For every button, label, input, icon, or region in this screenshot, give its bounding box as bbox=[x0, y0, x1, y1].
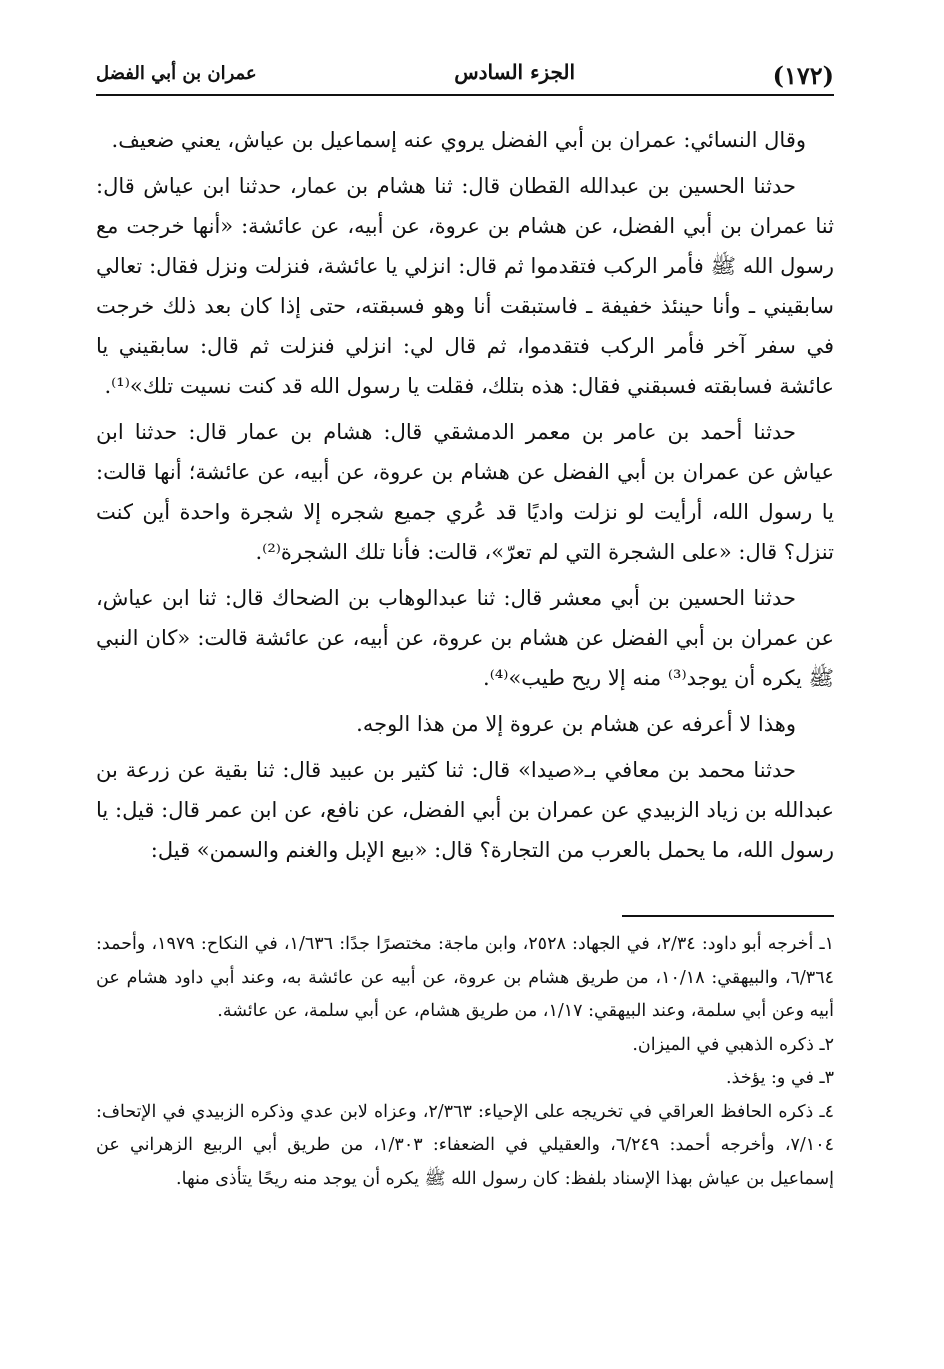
paragraph: حدثنا الحسين بن أبي معشر قال: ثنا عبدالوهاب بن الضحاك قال: ثنا ابن عياش، عن عمران بن أبي الفضل عن هشام بن عروة، عن أبيه، عن عائشة قالت: «كان النبي ﷺ يكره أن يوجد⁽³⁾ منه إلا ريح طيب»⁽⁴⁾. bbox=[96, 586, 834, 690]
paragraph: حدثنا أحمد بن عامر بن معمر الدمشقي قال: هشام بن عمار قال: حدثنا ابن عياش عن عمران بن أبي الفضل عن هشام بن عروة، عن أبيه، عن عائشة؛ أنها قالت: يا رسول الله، أرأيت لو نزلت واديًا قد عُري جميع شجره إلا شجرة واحدة أين كنت تنزل؟ قال: «على الشجرة التي لم تعرّ»، قالت: فأنا تلك الشجرة⁽²⁾. bbox=[96, 420, 834, 564]
paragraph: وقال النسائي: عمران بن أبي الفضل يروي عنه إسماعيل بن عياش، يعني ضعيف. bbox=[111, 128, 806, 152]
footnotes bbox=[96, 928, 834, 1196]
footnote-divider bbox=[622, 915, 834, 917]
paragraph: حدثنا محمد بن معافي بـ«صيدا» قال: ثنا كثير بن عبيد قال: ثنا بقية عن زرعة بن عبدالله بن زياد الزبيدي عن عمران بن أبي الفضل، عن نافع، عن ابن عمر قال: قيل: يا رسول الله، ما يحمل بالعرب من التجارة؟ قال: «بيع الإبل والغنم والسمن» قيل: bbox=[96, 758, 834, 862]
part-title: الجزء السادس bbox=[454, 60, 576, 84]
paragraph: وهذا لا أعرفه عن هشام بن عروة إلا من هذا الوجه. bbox=[356, 712, 796, 736]
page-header bbox=[96, 44, 834, 96]
main-text bbox=[96, 120, 834, 876]
footnote: ٤ـ ذكره الحافظ العراقي في تخريجه على الإحياء: ٢/٣٦٣، وعزاه لابن عدي وذكره الزبيدي في الإتحاف: ٧/١٠٤، وأخرجه أحمد: ٦/٢٤٩، والعقيلي في الضعفاء: ١/٣٠٣، من طريق أبي الربيع الزهراني عن إسماعيل بن عياش بهذا الإسناد بلفظ: كان رسول الله ﷺ يكره أن يوجد منه ريحًا يتأذى منها. bbox=[96, 1101, 835, 1189]
footnote: ١ـ أخرجه أبو داود: ٢/٣٤، في الجهاد: ٢٥٢٨، وابن ماجة: مختصرًا جدًا: ١/٦٣٦، في النكاح: ١٩٧٩، وأحمد: ٦/٣٦٤، والبيهقي: ١٠/١٨، من طريق هشام بن عروة، عن أبيه عن عائشة به، وعند أبي داود هشام عن أبيه وعن أبي سلمة، وعند البيهقي: ١/١٧، من طريق هشام، عن أبي سلمة، عن عائشة. bbox=[96, 934, 835, 1021]
footnote: ٢ـ ذكره الذهبي في الميزان. bbox=[632, 1034, 834, 1055]
footnote: ٣ـ في و: يؤخذ. bbox=[726, 1068, 834, 1088]
paragraph: حدثنا الحسين بن عبدالله القطان قال: ثنا هشام بن عمار، حدثنا ابن عياش قال: ثنا عمران بن أبي الفضل، عن هشام بن عروة، عن أبيه، عن عائشة: «أنها خرجت مع رسول الله ﷺ فأمر الركب فتقدموا ثم قال: انزلي يا عائشة، فنزلت ونزل فقال: تعالي سابقيني ـ وأنا حينئذ خفيفة ـ فاستبقت أنا وهو فسبقته، حتى إذا كان بعد ذلك خرجت في سفر آخر فأمر الركب فتقدموا، ثم قال لي: انزلي فنزلت ثم قال: سابقيني يا عائشة فسابقته فسبقني فقال: هذه بتلك، فقلت يا رسول الله قد كنت نسيت تلك»⁽¹⁾. bbox=[96, 174, 834, 398]
running-title: عمران بن أبي الفضل bbox=[96, 63, 257, 84]
page-number: (١٧٢) bbox=[772, 61, 834, 90]
